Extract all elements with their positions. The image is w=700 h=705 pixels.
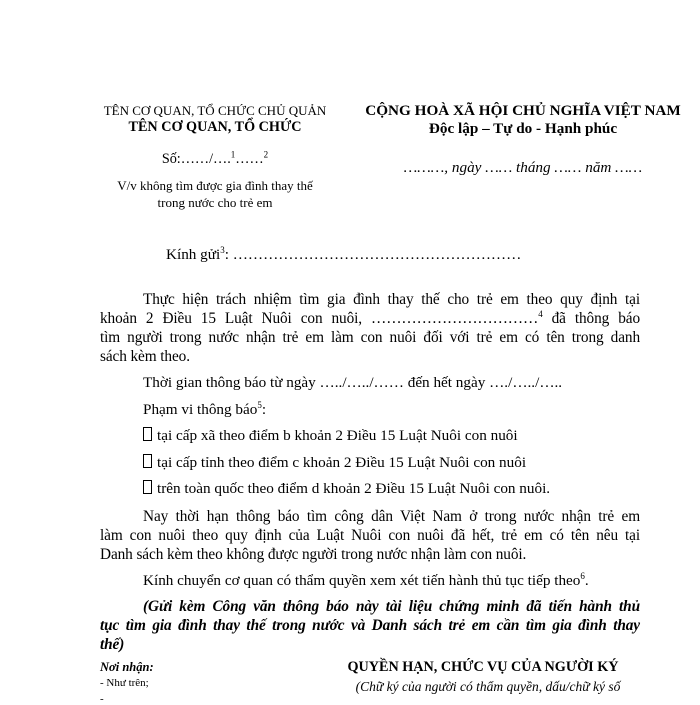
recipient-label: Kính gửi bbox=[166, 246, 221, 263]
signer-note: (Chữ ký của người có thẩm quyền, dấu/chữ ký số bbox=[355, 679, 621, 694]
scope-label: Phạm vi thông báo bbox=[143, 401, 258, 418]
scope-option-province[interactable] bbox=[143, 454, 526, 472]
footnote-4: 4 bbox=[538, 308, 543, 319]
scope-option-label: tại cấp xã theo điểm b khoản 2 Điều 15 Luật Nuôi con nuôi bbox=[157, 427, 518, 444]
scope-option-national[interactable] bbox=[143, 480, 550, 498]
footnote-3: 3 bbox=[220, 244, 225, 255]
paragraph-1-line-2 bbox=[100, 310, 640, 328]
attachment-note-line-3: thế) bbox=[100, 636, 125, 653]
recipients-item: - Như trên; bbox=[100, 677, 149, 689]
recipient-line bbox=[166, 246, 521, 264]
signer-title: QUYỀN HẠN, CHỨC VỤ CỦA NGƯỜI KÝ bbox=[347, 659, 619, 675]
attachment-note-line-1: (Gửi kèm Công văn thông báo này tài liệu chứng minh đã tiến hành thủ bbox=[143, 598, 640, 615]
footnote-6: 6 bbox=[580, 570, 585, 581]
footnote-5: 5 bbox=[257, 399, 262, 410]
parent-agency-name: TÊN CƠ QUAN, TỔ CHỨC CHỦ QUẢN bbox=[103, 103, 327, 118]
agency-name: TÊN CƠ QUAN, TỔ CHỨC bbox=[128, 119, 302, 135]
scope-option-label: tại cấp tỉnh theo điểm c khoản 2 Điều 15 Luật Nuôi con nuôi bbox=[157, 454, 527, 471]
country-name: CỘNG HOÀ XÃ HỘI CHỦ NGHĨA VIỆT NAM bbox=[365, 102, 681, 119]
number-mid: …… bbox=[235, 151, 264, 167]
recipient-dots: : ………………………………………………… bbox=[224, 246, 522, 263]
paragraph-2-line-3: Danh sách kèm theo không được người trong nước nhận làm con nuôi. bbox=[100, 546, 527, 563]
paragraph-1-line-1: Thực hiện trách nhiệm tìm gia đình thay thế cho trẻ em theo quy định tại bbox=[143, 291, 640, 308]
scope-option-commune[interactable] bbox=[143, 427, 518, 445]
paragraph-2-line-1: Nay thời hạn thông báo tìm công dân Việt Nam ở trong nước nhận trẻ em bbox=[143, 508, 640, 525]
p1-line2-end: đã thông báo bbox=[542, 310, 640, 327]
subject-line-2: trong nước cho trẻ em bbox=[157, 195, 273, 210]
national-motto: Độc lập – Tự do - Hạnh phúc bbox=[428, 120, 618, 137]
footnote-2: 2 bbox=[263, 149, 269, 160]
p3-end: . bbox=[584, 572, 589, 589]
paragraph-1-line-3: tìm người trong nước nhận trẻ em làm con nuôi đối với trẻ em có tên trong danh bbox=[100, 329, 640, 346]
p1-line2-start: khoản 2 Điều 15 Luật Nuôi con nuôi, …………………………… bbox=[100, 310, 539, 327]
date-line: ………, ngày …… tháng …… năm …… bbox=[403, 159, 643, 176]
paragraph-3 bbox=[143, 572, 589, 590]
subject-line-1: V/v không tìm được gia đình thay thế bbox=[117, 178, 313, 193]
scope-heading bbox=[143, 401, 266, 419]
number-prefix: Số:……/…. bbox=[161, 151, 231, 167]
scope-colon: : bbox=[261, 401, 267, 418]
p3-text: Kính chuyển cơ quan có thẩm quyền xem xét tiến hành thủ tục tiếp theo bbox=[143, 572, 581, 589]
recipients-label: Nơi nhận: bbox=[100, 660, 154, 674]
attachment-note-line-2: tục tìm gia đình thay thế trong nước và Danh sách trẻ em cần tìm gia đình thay bbox=[100, 617, 640, 634]
checkbox-icon[interactable] bbox=[143, 454, 152, 468]
notice-period: Thời gian thông báo từ ngày …../…../…… đến hết ngày …./…../….. bbox=[143, 374, 563, 391]
checkbox-icon[interactable] bbox=[143, 480, 152, 494]
document-number bbox=[85, 151, 345, 168]
checkbox-icon[interactable] bbox=[143, 427, 152, 441]
paragraph-2-line-2: làm con nuôi theo quy định của Luật Nuôi con nuôi đã hết, trẻ em có tên nêu tại bbox=[100, 527, 640, 544]
paragraph-1-line-4: sách kèm theo. bbox=[100, 348, 190, 365]
footnote-1: 1 bbox=[230, 149, 236, 160]
scope-option-label: trên toàn quốc theo điểm d khoản 2 Điều 15 Luật Nuôi con nuôi. bbox=[157, 480, 551, 497]
recipients-dash: - bbox=[100, 693, 104, 705]
